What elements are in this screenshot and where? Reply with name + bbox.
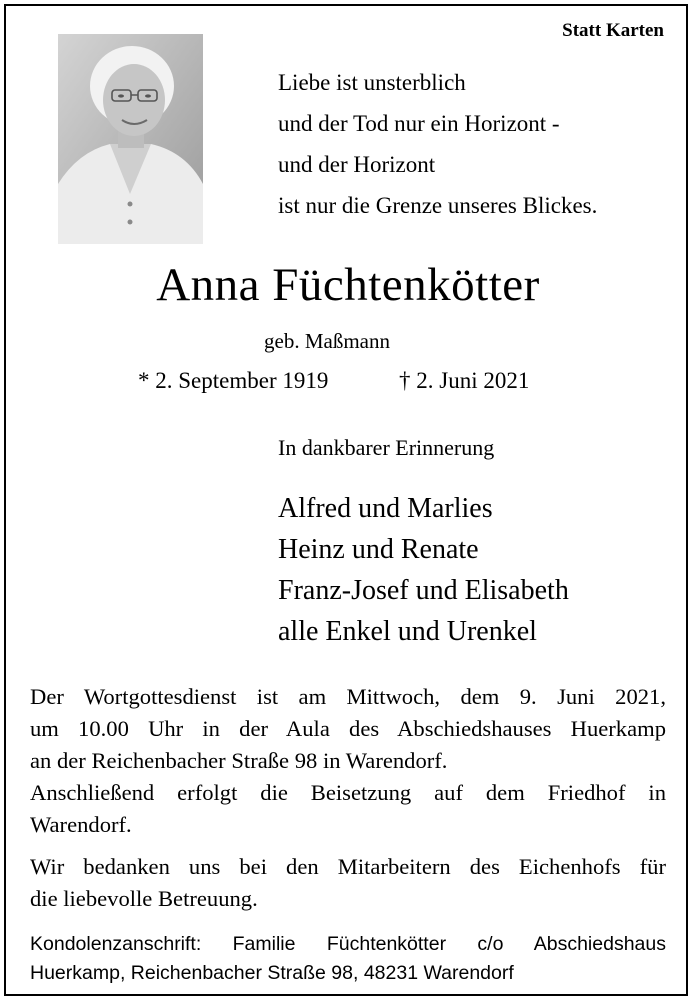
mourner-entry: Heinz und Renate xyxy=(278,534,479,565)
service-line: um 10.00 Uhr in der Aula des Abschiedshauses Huerkamp xyxy=(30,716,666,741)
poem-line: und der Horizont xyxy=(278,152,436,177)
service-line: Der Wortgottesdienst ist am Mittwoch, dem 9. Juni 2021, xyxy=(30,684,666,709)
memory-line: In dankbarer Erinnerung xyxy=(278,435,495,460)
poem-line: ist nur die Grenze unseres Blickes. xyxy=(278,193,598,218)
obituary-notice xyxy=(4,4,688,996)
service-line: Warendorf. xyxy=(30,812,132,837)
mourner-entry: alle Enkel und Urenkel xyxy=(278,616,537,647)
deceased-name: Anna Füchtenkötter xyxy=(156,259,540,311)
condolence-line: Huerkamp, Reichenbacher Straße 98, 48231 Warendorf xyxy=(30,962,514,984)
portrait-image xyxy=(58,34,203,244)
header-note: Statt Karten xyxy=(562,20,664,41)
thanks-line: die liebevolle Betreuung. xyxy=(30,886,258,911)
birth-date: * 2. September 1919 xyxy=(138,368,329,393)
poem xyxy=(278,62,597,226)
thanks-line: Wir bedanken uns bei den Mitarbeitern des Eichenhofs für xyxy=(30,854,666,879)
maiden-name: geb. Maßmann xyxy=(264,329,390,353)
mourner-entry: Alfred und Marlies xyxy=(278,493,493,524)
condolence-line: Kondolenzanschrift: Familie Füchtenkötter c/o Abschiedshaus xyxy=(30,933,666,955)
poem-line: Liebe ist unsterblich xyxy=(278,70,466,95)
mourners-list xyxy=(278,488,569,652)
portrait-photo xyxy=(58,34,203,244)
mourner-entry: Franz-Josef und Elisabeth xyxy=(278,575,569,606)
service-line: an der Reichenbacher Straße 98 in Warendorf. xyxy=(30,748,448,773)
death-date: † 2. Juni 2021 xyxy=(399,368,530,393)
condolence-address xyxy=(30,930,666,988)
poem-line: und der Tod nur ein Horizont - xyxy=(278,111,560,136)
thanks-note xyxy=(30,851,666,915)
service-line: Anschließend erfolgt die Beisetzung auf dem Friedhof in xyxy=(30,780,666,805)
service-announcement xyxy=(30,681,666,841)
